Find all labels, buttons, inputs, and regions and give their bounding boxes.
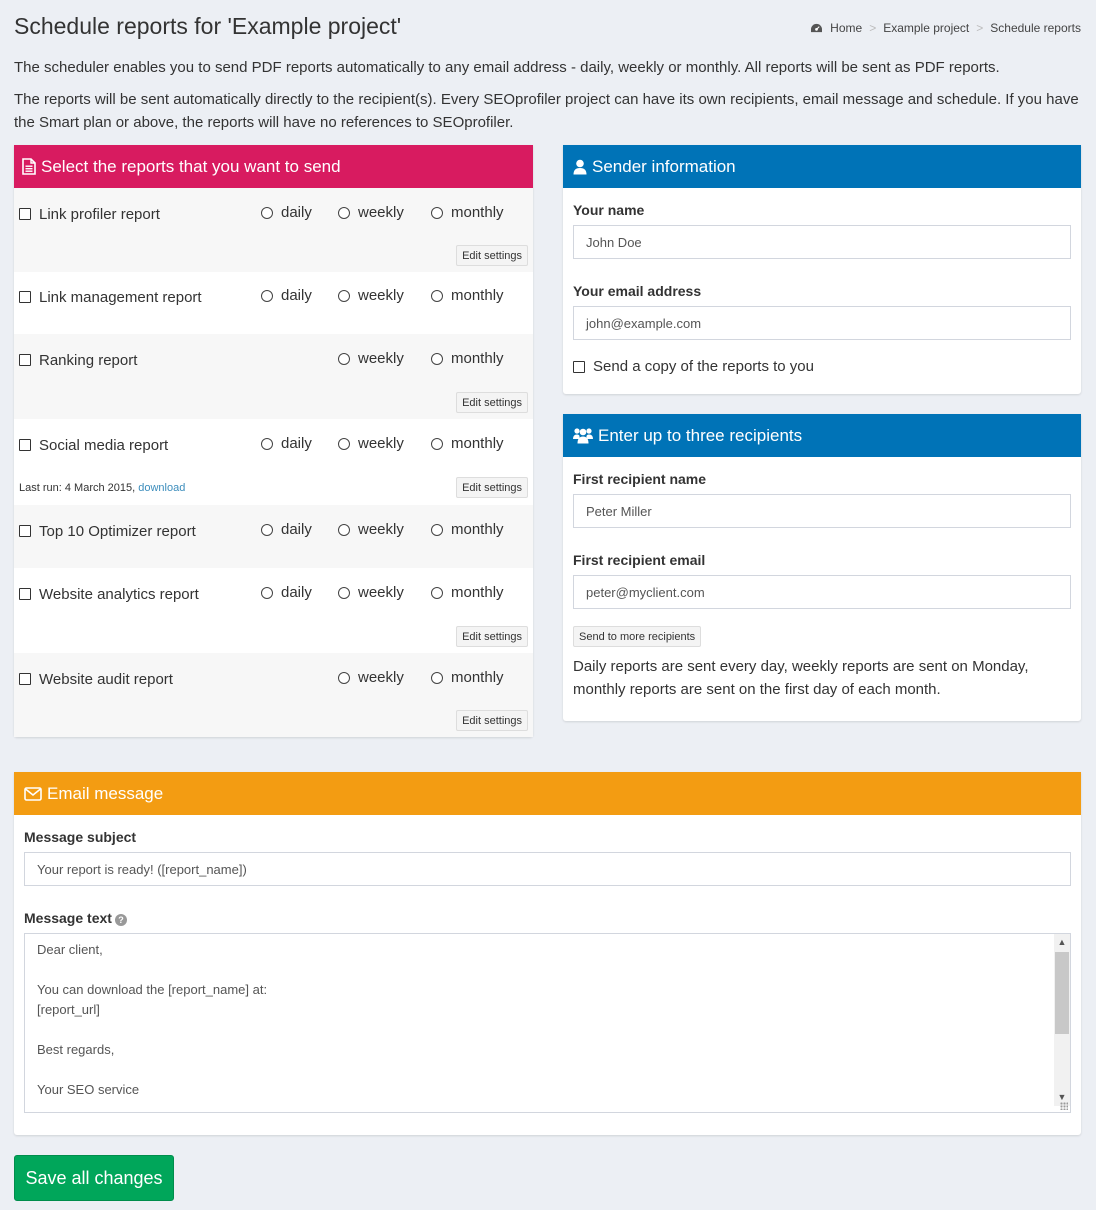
reports-panel: [14, 145, 533, 737]
recipients-panel-header: [563, 414, 1081, 457]
report-checkbox[interactable]: [19, 525, 31, 537]
email-panel-header: [14, 772, 1081, 815]
radio-circle[interactable]: [431, 353, 443, 365]
recipient-name-input[interactable]: Peter Miller: [573, 494, 1071, 528]
report-name: Ranking report: [39, 351, 138, 369]
radio-circle[interactable]: [338, 672, 350, 684]
radio-circle[interactable]: [261, 290, 273, 302]
report-name: Website analytics report: [39, 585, 199, 603]
radio-circle[interactable]: [338, 524, 350, 536]
breadcrumb-separator: >: [976, 21, 984, 35]
file-text-icon: [22, 158, 36, 175]
radio-label: daily: [281, 584, 312, 601]
radio-circle[interactable]: [261, 438, 273, 450]
radio-circle[interactable]: [338, 290, 350, 302]
message-text-label-row: [24, 908, 1071, 928]
radio-label: weekly: [358, 350, 404, 367]
report-row: [14, 272, 533, 334]
radio-daily[interactable]: [261, 584, 312, 601]
save-all-changes-button[interactable]: Save all changes: [14, 1155, 174, 1201]
radio-circle[interactable]: [431, 587, 443, 599]
download-link[interactable]: download: [138, 482, 186, 494]
report-checkbox[interactable]: [19, 354, 31, 366]
edit-settings-button[interactable]: Edit settings: [456, 245, 528, 266]
message-line: You can download the [report_name] at:: [37, 982, 268, 997]
scrollbar-thumb[interactable]: [1055, 952, 1069, 1034]
radio-weekly[interactable]: [338, 350, 404, 367]
recipient-name-label: First recipient name: [573, 471, 707, 487]
radio-label: weekly: [358, 287, 404, 304]
email-panel-title: Email message: [47, 783, 164, 803]
dashboard-icon: [810, 23, 823, 34]
radio-circle[interactable]: [431, 524, 443, 536]
radio-weekly[interactable]: [338, 435, 404, 452]
report-name: Link management report: [39, 288, 202, 306]
report-checkbox[interactable]: [19, 291, 31, 303]
intro-paragraph-1: The scheduler enables you to send PDF reports automatically to any email address - daily, weekly or monthly. All reports will be sent as PDF reports.: [14, 59, 1000, 76]
last-run-text: Last run: 4 March 2015,: [19, 482, 139, 494]
reports-panel-header: [14, 145, 533, 188]
page-title: Schedule reports for 'Example project': [14, 13, 402, 39]
radio-label: daily: [281, 521, 312, 538]
radio-weekly[interactable]: [338, 287, 404, 304]
send-to-more-recipients-button[interactable]: Send to more recipients: [573, 626, 701, 647]
report-name: Link profiler report: [39, 205, 160, 223]
radio-monthly[interactable]: [431, 287, 504, 304]
breadcrumb-separator: >: [869, 21, 877, 35]
user-icon: [573, 159, 587, 175]
sender-panel-title: Sender information: [592, 156, 736, 176]
message-line: [37, 1060, 1058, 1080]
message-text-label: Message text: [24, 910, 112, 926]
top-bar: [0, 0, 1096, 56]
report-checkbox[interactable]: [19, 588, 31, 600]
schedule-note: Daily reports are sent every day, weekly reports are sent on Monday, monthly reports are sent on the first day of each month.: [573, 658, 1029, 698]
report-row: [14, 334, 533, 419]
radio-monthly[interactable]: [431, 669, 504, 686]
breadcrumb-home[interactable]: Home: [830, 21, 863, 35]
report-checkbox[interactable]: [19, 673, 31, 685]
intro-text: [14, 56, 1081, 134]
radio-label: weekly: [358, 521, 404, 538]
report-row: [14, 568, 533, 653]
radio-circle[interactable]: [261, 207, 273, 219]
send-copy-label: Send a copy of the reports to you: [593, 358, 814, 375]
radio-daily[interactable]: [261, 521, 312, 538]
radio-label: weekly: [358, 435, 404, 452]
radio-circle[interactable]: [338, 587, 350, 599]
message-line: Best regards,: [37, 1042, 115, 1057]
radio-circle[interactable]: [431, 438, 443, 450]
message-line: [report_url]: [37, 1002, 100, 1017]
radio-label: monthly: [451, 204, 504, 221]
radio-label: weekly: [358, 669, 404, 686]
radio-label: monthly: [451, 435, 504, 452]
radio-label: monthly: [451, 584, 504, 601]
radio-circle[interactable]: [338, 353, 350, 365]
radio-monthly[interactable]: [431, 350, 504, 367]
radio-label: monthly: [451, 521, 504, 538]
radio-monthly[interactable]: [431, 584, 504, 601]
message-subject-input[interactable]: Your report is ready! ([report_name]): [24, 852, 1071, 886]
your-email-label: Your email address: [573, 283, 702, 299]
email-message-panel: [14, 772, 1081, 1135]
intro-paragraph-2: The reports will be sent automatically directly to the recipient(s). Every SEOprofiler project can have its own recipients, email message and schedule. If you have the Smart plan or above, the reports will have no references to SEOprofiler.: [14, 91, 1079, 131]
report-row: [14, 419, 533, 505]
recipient-email-input[interactable]: peter@myclient.com: [573, 575, 1071, 609]
last-run-info: [19, 482, 185, 494]
message-line: Your SEO service: [37, 1082, 140, 1097]
report-name: Social media report: [39, 436, 169, 454]
your-email-input[interactable]: john@example.com: [573, 306, 1071, 340]
radio-circle[interactable]: [261, 524, 273, 536]
radio-weekly[interactable]: [338, 521, 404, 538]
message-line: Dear client,: [37, 942, 103, 957]
breadcrumb: [810, 21, 1081, 35]
radio-circle[interactable]: [431, 672, 443, 684]
report-row: [14, 505, 533, 568]
sender-panel-header: [563, 145, 1081, 188]
radio-label: monthly: [451, 287, 504, 304]
radio-circle[interactable]: [431, 290, 443, 302]
edit-settings-button[interactable]: Edit settings: [456, 392, 528, 413]
radio-label: daily: [281, 204, 312, 221]
resize-grip-icon[interactable]: [1060, 1102, 1068, 1110]
radio-circle[interactable]: [261, 587, 273, 599]
radio-monthly[interactable]: [431, 435, 504, 452]
recipients-panel: [563, 414, 1081, 721]
radio-label: daily: [281, 435, 312, 452]
report-checkbox[interactable]: [19, 208, 31, 220]
recipient-email-label: First recipient email: [573, 552, 706, 568]
scroll-down-icon[interactable]: ▼: [1057, 1092, 1067, 1102]
radio-weekly[interactable]: [338, 204, 404, 221]
radio-weekly[interactable]: [338, 669, 404, 686]
report-row: [14, 653, 533, 737]
envelope-icon: [24, 787, 42, 801]
breadcrumb-project[interactable]: Example project: [883, 21, 970, 35]
radio-circle[interactable]: [338, 207, 350, 219]
send-copy-checkbox[interactable]: [573, 361, 585, 373]
radio-label: daily: [281, 287, 312, 304]
scroll-up-icon[interactable]: ▲: [1057, 937, 1067, 947]
radio-daily[interactable]: [261, 435, 312, 452]
report-row: [14, 188, 533, 272]
edit-settings-button[interactable]: Edit settings: [456, 626, 528, 647]
send-copy-option[interactable]: [573, 358, 1071, 375]
breadcrumb-current: Schedule reports: [990, 21, 1081, 35]
report-name: Website audit report: [39, 670, 173, 688]
radio-daily[interactable]: [261, 204, 312, 221]
message-text-textarea[interactable]: [24, 933, 1071, 1113]
radio-circle[interactable]: [431, 207, 443, 219]
radio-weekly[interactable]: [338, 584, 404, 601]
users-icon: [573, 427, 593, 444]
edit-settings-button[interactable]: Edit settings: [456, 477, 528, 498]
radio-monthly[interactable]: [431, 521, 504, 538]
textarea-scrollbar[interactable]: [1054, 934, 1070, 1106]
edit-settings-button[interactable]: Edit settings: [456, 710, 528, 731]
sender-panel: [563, 145, 1081, 394]
message-line: [37, 960, 1058, 980]
your-name-label: Your name: [573, 202, 645, 218]
radio-label: monthly: [451, 350, 504, 367]
message-line: [37, 1020, 1058, 1040]
reports-panel-title: Select the reports that you want to send: [41, 156, 341, 176]
report-name: Top 10 Optimizer report: [39, 522, 196, 540]
help-icon[interactable]: ?: [115, 914, 127, 926]
radio-label: weekly: [358, 204, 404, 221]
radio-daily[interactable]: [261, 287, 312, 304]
report-checkbox[interactable]: [19, 439, 31, 451]
your-name-input[interactable]: John Doe: [573, 225, 1071, 259]
radio-label: weekly: [358, 584, 404, 601]
radio-label: monthly: [451, 669, 504, 686]
radio-circle[interactable]: [338, 438, 350, 450]
radio-monthly[interactable]: [431, 204, 504, 221]
recipients-panel-title: Enter up to three recipients: [598, 425, 803, 445]
message-subject-label: Message subject: [24, 829, 137, 845]
